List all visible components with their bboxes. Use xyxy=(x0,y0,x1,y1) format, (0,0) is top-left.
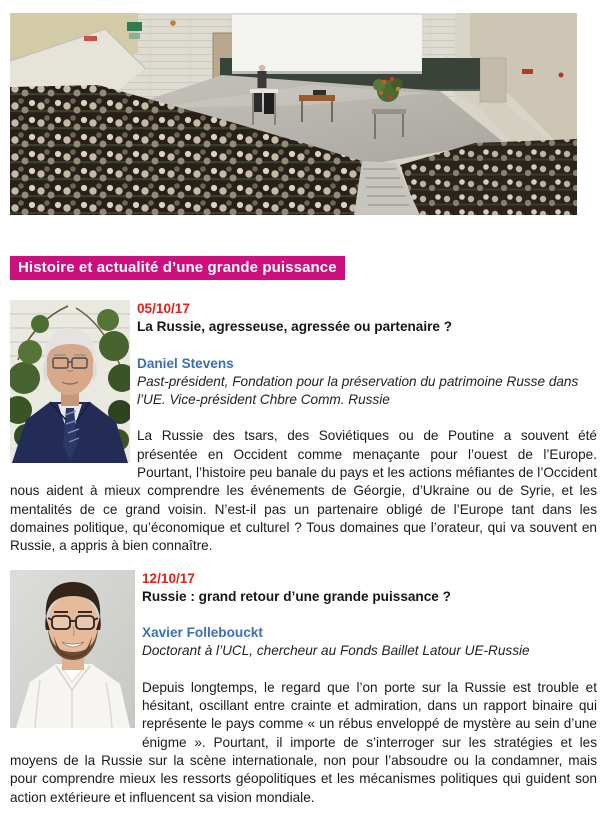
lecture-date: 05/10/17 xyxy=(137,301,190,316)
lecture-title: Russie : grand retour d’une grande puissance ? xyxy=(142,588,451,604)
lecture-hall-photo xyxy=(10,13,577,215)
lecture-entry-2 xyxy=(10,570,597,807)
speaker-name: Daniel Stevens xyxy=(137,355,234,371)
lecture-list xyxy=(0,300,603,813)
xavier-follebouckt-portrait-illustration xyxy=(10,570,135,728)
lecture-title: La Russie, agresseuse, agressée ou partenaire ? xyxy=(137,319,453,335)
lecture-description: Depuis longtemps, le regard que l’on porte sur la Russie est trouble et hésitant, oscillant entre crainte et admiration, dans un rapport binaire qui représente le pays comme « un rébus enveloppé de mystère au sein d’une énigme ». Pourtant, il importe de s’interroger sur les stratégies et les moyens de la Russie sur la scène internationale, non pour l’absoudre ou la condamner, mais pour comprendre mieux les ressorts géopolitiques et les mécanismes politiques qui guident son action extérieure et influencent sa vision mondiale. xyxy=(10,679,597,805)
lecture-entry-1 xyxy=(10,300,597,556)
speaker-photo-daniel-stevens xyxy=(10,300,130,463)
speaker-affiliation: Doctorant à l’UCL, chercheur au Fonds Baillet Latour UE-Russie xyxy=(142,643,530,659)
speaker-name: Xavier Follebouckt xyxy=(142,625,263,641)
daniel-stevens-portrait-illustration xyxy=(10,300,130,463)
lecture-description: La Russie des tsars, des Soviétiques ou de Poutine a souvent été présentée en Occident comme menaçante pour l’ouest de l’Europe. Pourtant, l’histoire peu banale du pays et les actions méfiantes de l’Occident nous aident à mieux comprendre les événements de Géorgie, d’Ukraine ou de Syrie, et les mentalités de ce grand voisin. N’est-il pas un partenaire obligé de l’Europe tant dans les domaines politique, qu’économique et culturel ? Tous domaines que l’orateur, qui va souvent en Russie, a appris à bien connaître. xyxy=(10,428,597,554)
lecture-date: 12/10/17 xyxy=(142,570,195,586)
newsletter-page xyxy=(0,13,603,813)
lecture-hall-illustration xyxy=(10,13,577,215)
section-banner: Histoire et actualité d’une grande puissance xyxy=(10,256,345,280)
speaker-affiliation: Past-président, Fondation pour la préservation du patrimoine Russe dans l’UE. Vice-président Chbre Comm. Russie xyxy=(137,373,579,408)
speaker-photo-xavier-follebouckt xyxy=(10,570,135,728)
